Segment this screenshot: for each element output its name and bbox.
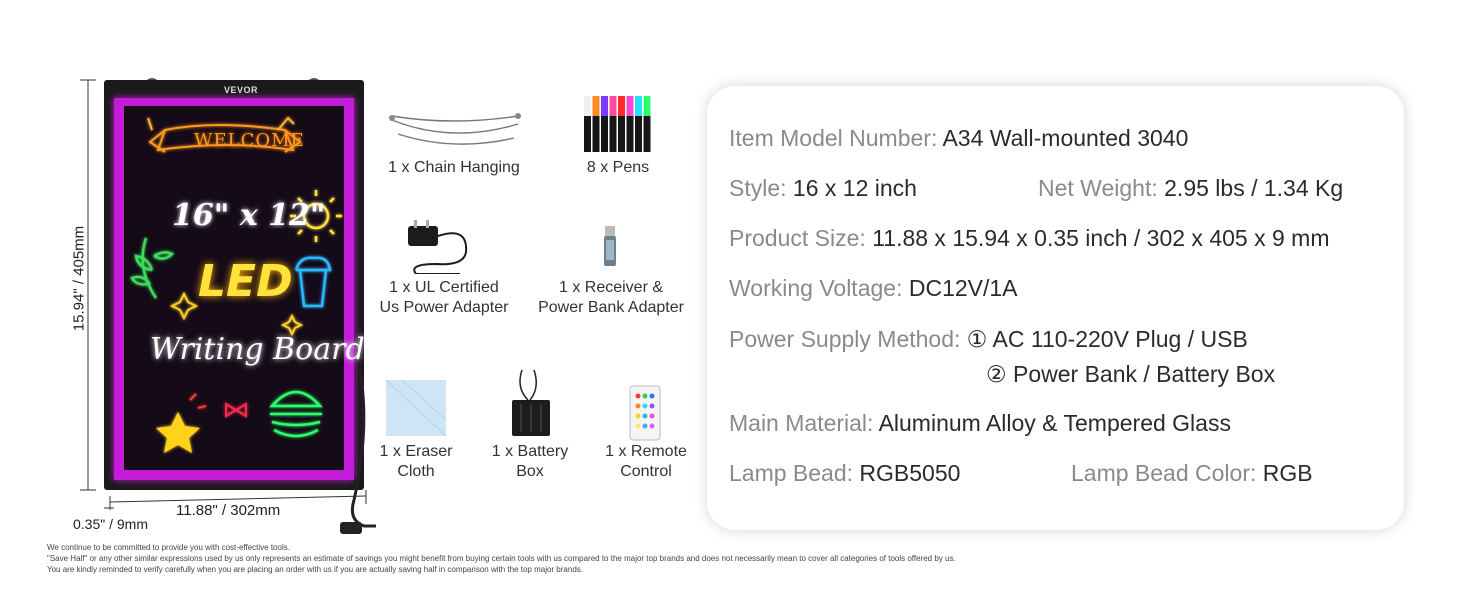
pen-body: [618, 116, 625, 152]
battery-box-icon: [508, 366, 554, 438]
accessory-receiver-label: 1 x Receiver & Power Bank Adapter: [538, 279, 684, 316]
board-art-welcome: WELCOME: [194, 130, 305, 151]
accessory-power-adapter-label: 1 x UL Certified Us Power Adapter: [379, 279, 509, 316]
spec-power-supply: Power Supply Method: ① AC 110-220V Plug / USB: [729, 326, 1248, 352]
accessories-panel: [360, 84, 705, 504]
chain-icon: [384, 104, 524, 154]
spec-model-number: Item Model Number: A34 Wall-mounted 3040: [729, 125, 1189, 151]
usb-receiver-icon: [600, 224, 620, 274]
pen-cap: [618, 96, 625, 116]
spec-lamp-bead-color: Lamp Bead Color: RGB: [1071, 460, 1313, 486]
pen-body: [644, 116, 651, 152]
spec-lamp-bead: Lamp Bead: RGB5050: [729, 460, 961, 486]
spec-main-material: Main Material: Aluminum Alloy & Tempered Glass: [729, 410, 1231, 436]
pen-body: [601, 116, 608, 152]
eraser-cloth-icon: [382, 376, 450, 440]
spec-net-weight: Net Weight: 2.95 lbs / 1.34 Kg: [1038, 175, 1344, 201]
accessory-remote-label: 1 x Remote Control: [605, 443, 687, 480]
accessory-battery-box-label: 1 x Battery Box: [491, 443, 569, 480]
spec-power-supply-line-2: ② Power Bank / Battery Box: [986, 361, 1276, 387]
width-dimension-label: 11.88" / 302mm: [176, 502, 281, 519]
pen-body: [610, 116, 617, 152]
height-dimension-label: 15.94" / 405mm: [70, 225, 88, 332]
pen-cap: [601, 96, 608, 116]
remote-control-icon: [626, 384, 666, 444]
accessory-chain-label: 1 x Chain Hanging: [388, 159, 520, 176]
accessory-pens-label: 8 x Pens: [586, 159, 650, 176]
disclaimer-text: [47, 542, 956, 575]
pen-cap: [644, 96, 651, 116]
pen-body: [635, 116, 642, 152]
pen-cap: [610, 96, 617, 116]
power-adapter-icon: [404, 214, 484, 274]
pen-body: [627, 116, 634, 152]
pen-body: [593, 116, 600, 152]
disclaimer-line: "Save Half" or any other similar expressions used by us only represents an estimate of savings you might benefit from buying certain tools with us compared to the major top brands and does not necessarily mean to cover all categories of tools offered by us.: [47, 554, 956, 563]
spec-style: Style: 16 x 12 inch: [729, 175, 917, 201]
pen-cap: [593, 96, 600, 116]
pen-cap: [627, 96, 634, 116]
accessory-eraser-label: 1 x Eraser Cloth: [379, 443, 453, 480]
pens-icon: [582, 94, 654, 156]
specifications-card: [707, 86, 1404, 530]
brand-logo: VEVOR: [224, 85, 259, 95]
pen-cap: [635, 96, 642, 116]
led-board-product-image: [60, 70, 380, 540]
board-art-size: 16" x 12": [172, 198, 326, 233]
disclaimer-line: We continue to be committed to provide you with cost-effective tools.: [47, 543, 290, 552]
disclaimer-line: You are kindly reminded to verify carefully when you are placing an order with us if you are actually saving half in comparison with the top major brands.: [47, 565, 583, 574]
spec-working-voltage: Working Voltage: DC12V/1A: [729, 275, 1018, 301]
pen-cap: [584, 96, 591, 116]
board-art-led: LED: [198, 256, 293, 307]
spec-product-size: Product Size: 11.88 x 15.94 x 0.35 inch / 302 x 405 x 9 mm: [729, 225, 1330, 251]
pen-body: [584, 116, 591, 152]
board-art-writing: Writing Board: [150, 332, 365, 367]
depth-dimension-label: 0.35" / 9mm: [73, 516, 148, 532]
